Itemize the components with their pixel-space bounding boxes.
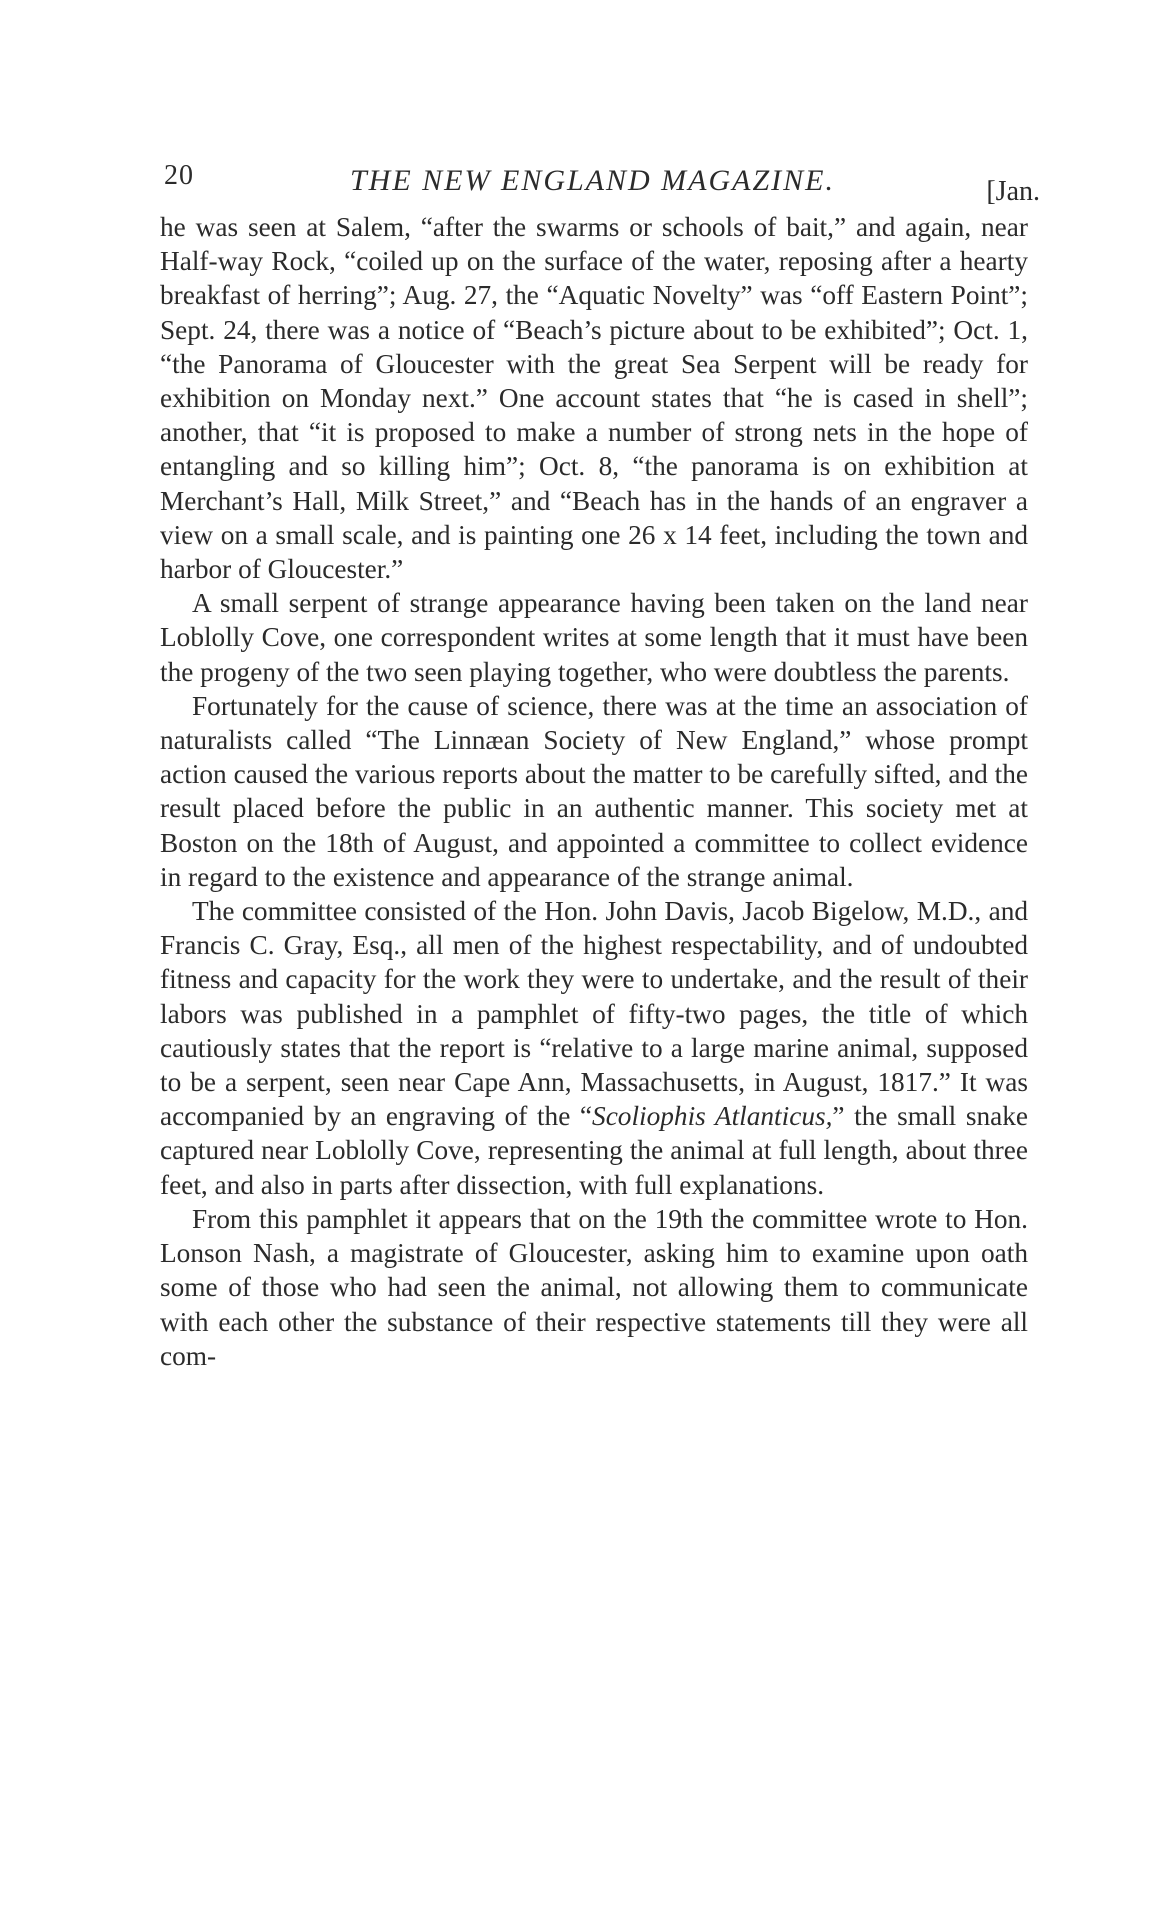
running-head bbox=[160, 148, 1040, 207]
species-name: Scoliophis Atlanticus, bbox=[592, 1101, 833, 1132]
paragraph-committee bbox=[160, 894, 1028, 1202]
page-number: 20 bbox=[164, 160, 194, 191]
paragraph-small-serpent: A small serpent of strange appearance having been taken on the land near Loblolly Cove, one correspondent writes at some length that it must have been the progeny of the two seen playing together, who were doubtless the parents. bbox=[160, 588, 1028, 687]
running-title: THE NEW ENGLAND MAGAZINE. bbox=[350, 164, 835, 197]
paragraph-continuation: he was seen at Salem, “after the swarms or schools of bait,” and again, near Half-way Rock, “coiled up on the surface of the water, reposing after a hearty breakfast of herring”; Aug. 27, the “Aquatic Novelty” was “off Eastern Point”; Sept. 24, there was a notice of “Beach’s picture about to be exhibited”; Oct. 1, “the Panorama of Gloucester with the great Sea Serpent will be ready for exhibition on Monday next.” One account states that “he is cased in shell”; another, that “it is proposed to make a number of strong nets in the hope of entangling and so killing him”; Oct. 8, “the panorama is on exhibition at Merchant’s Hall, Milk Street,” and “Beach has in the hands of an engraver a view on a small scale, and is painting one 26 x 14 feet, including the town and harbor of Gloucester.” bbox=[160, 212, 1028, 585]
issue-month-mark: [Jan. bbox=[986, 176, 1040, 207]
paragraph-linnaean-society: Fortunately for the cause of science, there was at the time an association of naturalists called “The Linnæan Society of New England,” whose prompt action caused the various reports about the matter to be carefully sifted, and the result placed before the public in an authentic manner. This society met at Boston on the 18th of August, and appointed a committee to collect evidence in regard to the existence and appearance of the strange animal. bbox=[160, 690, 1028, 892]
article-body bbox=[160, 210, 1028, 1373]
book-page bbox=[160, 148, 1040, 1373]
paragraph-pamphlet: From this pamphlet it appears that on the 19th the committee wrote to Hon. Lonson Nash, a magistrate of Gloucester, asking him to examine upon oath some of those who had seen the animal, not allowing them to communicate with each other the substance of their respective statements till they were all com- bbox=[160, 1203, 1028, 1371]
paragraph-committee-text-end: ” the small snake captured near Loblolly Cove, representing the animal at full length, about three feet, and also in parts after dissection, with full explanations. bbox=[160, 1101, 1028, 1200]
paragraph-committee-text: The committee consisted of the Hon. John Davis, Jacob Bigelow, M.D., and Francis C. Gray, Esq., all men of the highest respectability, and of undoubted fitness and capacity for the work they were to undertake, and the result of their labors was published in a pamphlet of fifty-two pages, the title of which cautiously states that the report is “relative to a large marine animal, supposed to be a serpent, seen near Cape Ann, Massachusetts, in August, 1817.” It was accompanied by an engraving of the “ bbox=[160, 896, 1028, 1132]
